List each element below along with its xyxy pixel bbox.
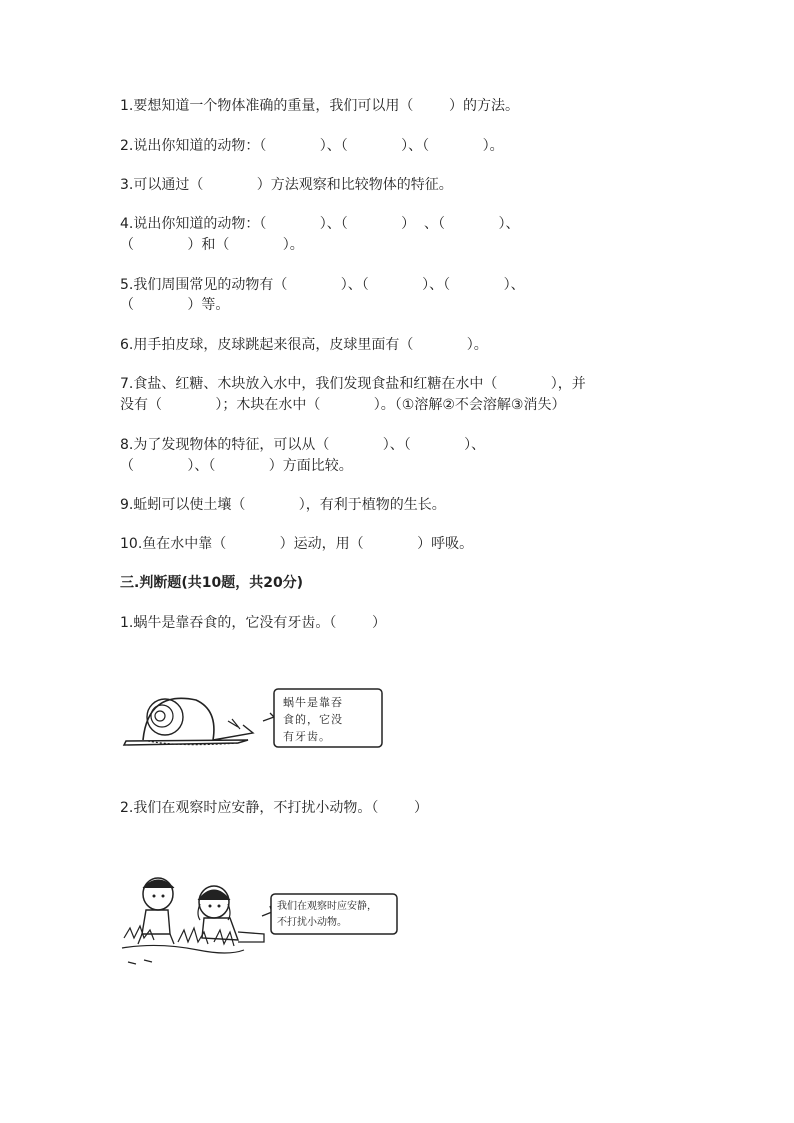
fill-question-8-line-2: （ ）、（ ）方面比较。 <box>120 458 353 474</box>
children-drawing <box>118 872 403 968</box>
fill-question-9: 9.蚯蚓可以使土壤（ ），有利于植物的生长。 <box>120 497 446 513</box>
snail-bubble-line-3: 有牙齿。 <box>283 730 331 743</box>
judgement-question-1: 1.蜗牛是靠吞食的，它没有牙齿。（ ） <box>120 615 386 631</box>
fill-question-2: 2.说出你知道的动物：（ ）、（ ）、（ ）。 <box>120 138 504 154</box>
fill-question-8-line-1: 8.为了发现物体的特征，可以从（ ）、（ ）、 <box>120 437 486 453</box>
snail-drawing <box>118 685 388 755</box>
fill-question-6: 6.用手拍皮球，皮球跳起来很高，皮球里面有（ ）。 <box>120 337 488 353</box>
fill-question-1: 1.要想知道一个物体准确的重量，我们可以用（ ）的方法。 <box>120 98 519 114</box>
fill-question-4-line-2: （ ）和（ ）。 <box>120 237 304 253</box>
snail-illustration <box>118 685 388 755</box>
snail-bubble-line-2: 食的，它没 <box>283 713 343 726</box>
fill-question-4-line-1: 4.说出你知道的动物：（ ）、（ ） 、（ ）、 <box>120 216 520 232</box>
snail-bubble-line-1: 蜗牛是靠吞 <box>283 696 343 709</box>
fill-question-10: 10.鱼在水中靠（ ）运动，用（ ）呼吸。 <box>120 536 474 552</box>
fill-question-7-line-2: 没有（ ）；木块在水中（ ）。（①溶解②不会溶解③消失） <box>120 397 566 413</box>
fill-question-5-line-2: （ ）等。 <box>120 297 230 313</box>
children-bubble-line-2: 不打扰小动物。 <box>277 917 347 928</box>
section-title-judgement: 三.判断题(共10题，共20分) <box>120 575 304 591</box>
fill-question-3: 3.可以通过（ ）方法观察和比较物体的特征。 <box>120 177 453 193</box>
fill-question-5-line-1: 5.我们周围常见的动物有（ ）、（ ）、（ ）、 <box>120 277 525 293</box>
children-bubble-line-1: 我们在观察时应安静， <box>277 901 377 912</box>
judgement-question-2: 2.我们在观察时应安静，不打扰小动物。（ ） <box>120 800 428 816</box>
fill-question-7-line-1: 7.食盐、红糖、木块放入水中，我们发现食盐和红糖在水中（ ），并 <box>120 376 586 392</box>
children-illustration <box>118 872 403 968</box>
